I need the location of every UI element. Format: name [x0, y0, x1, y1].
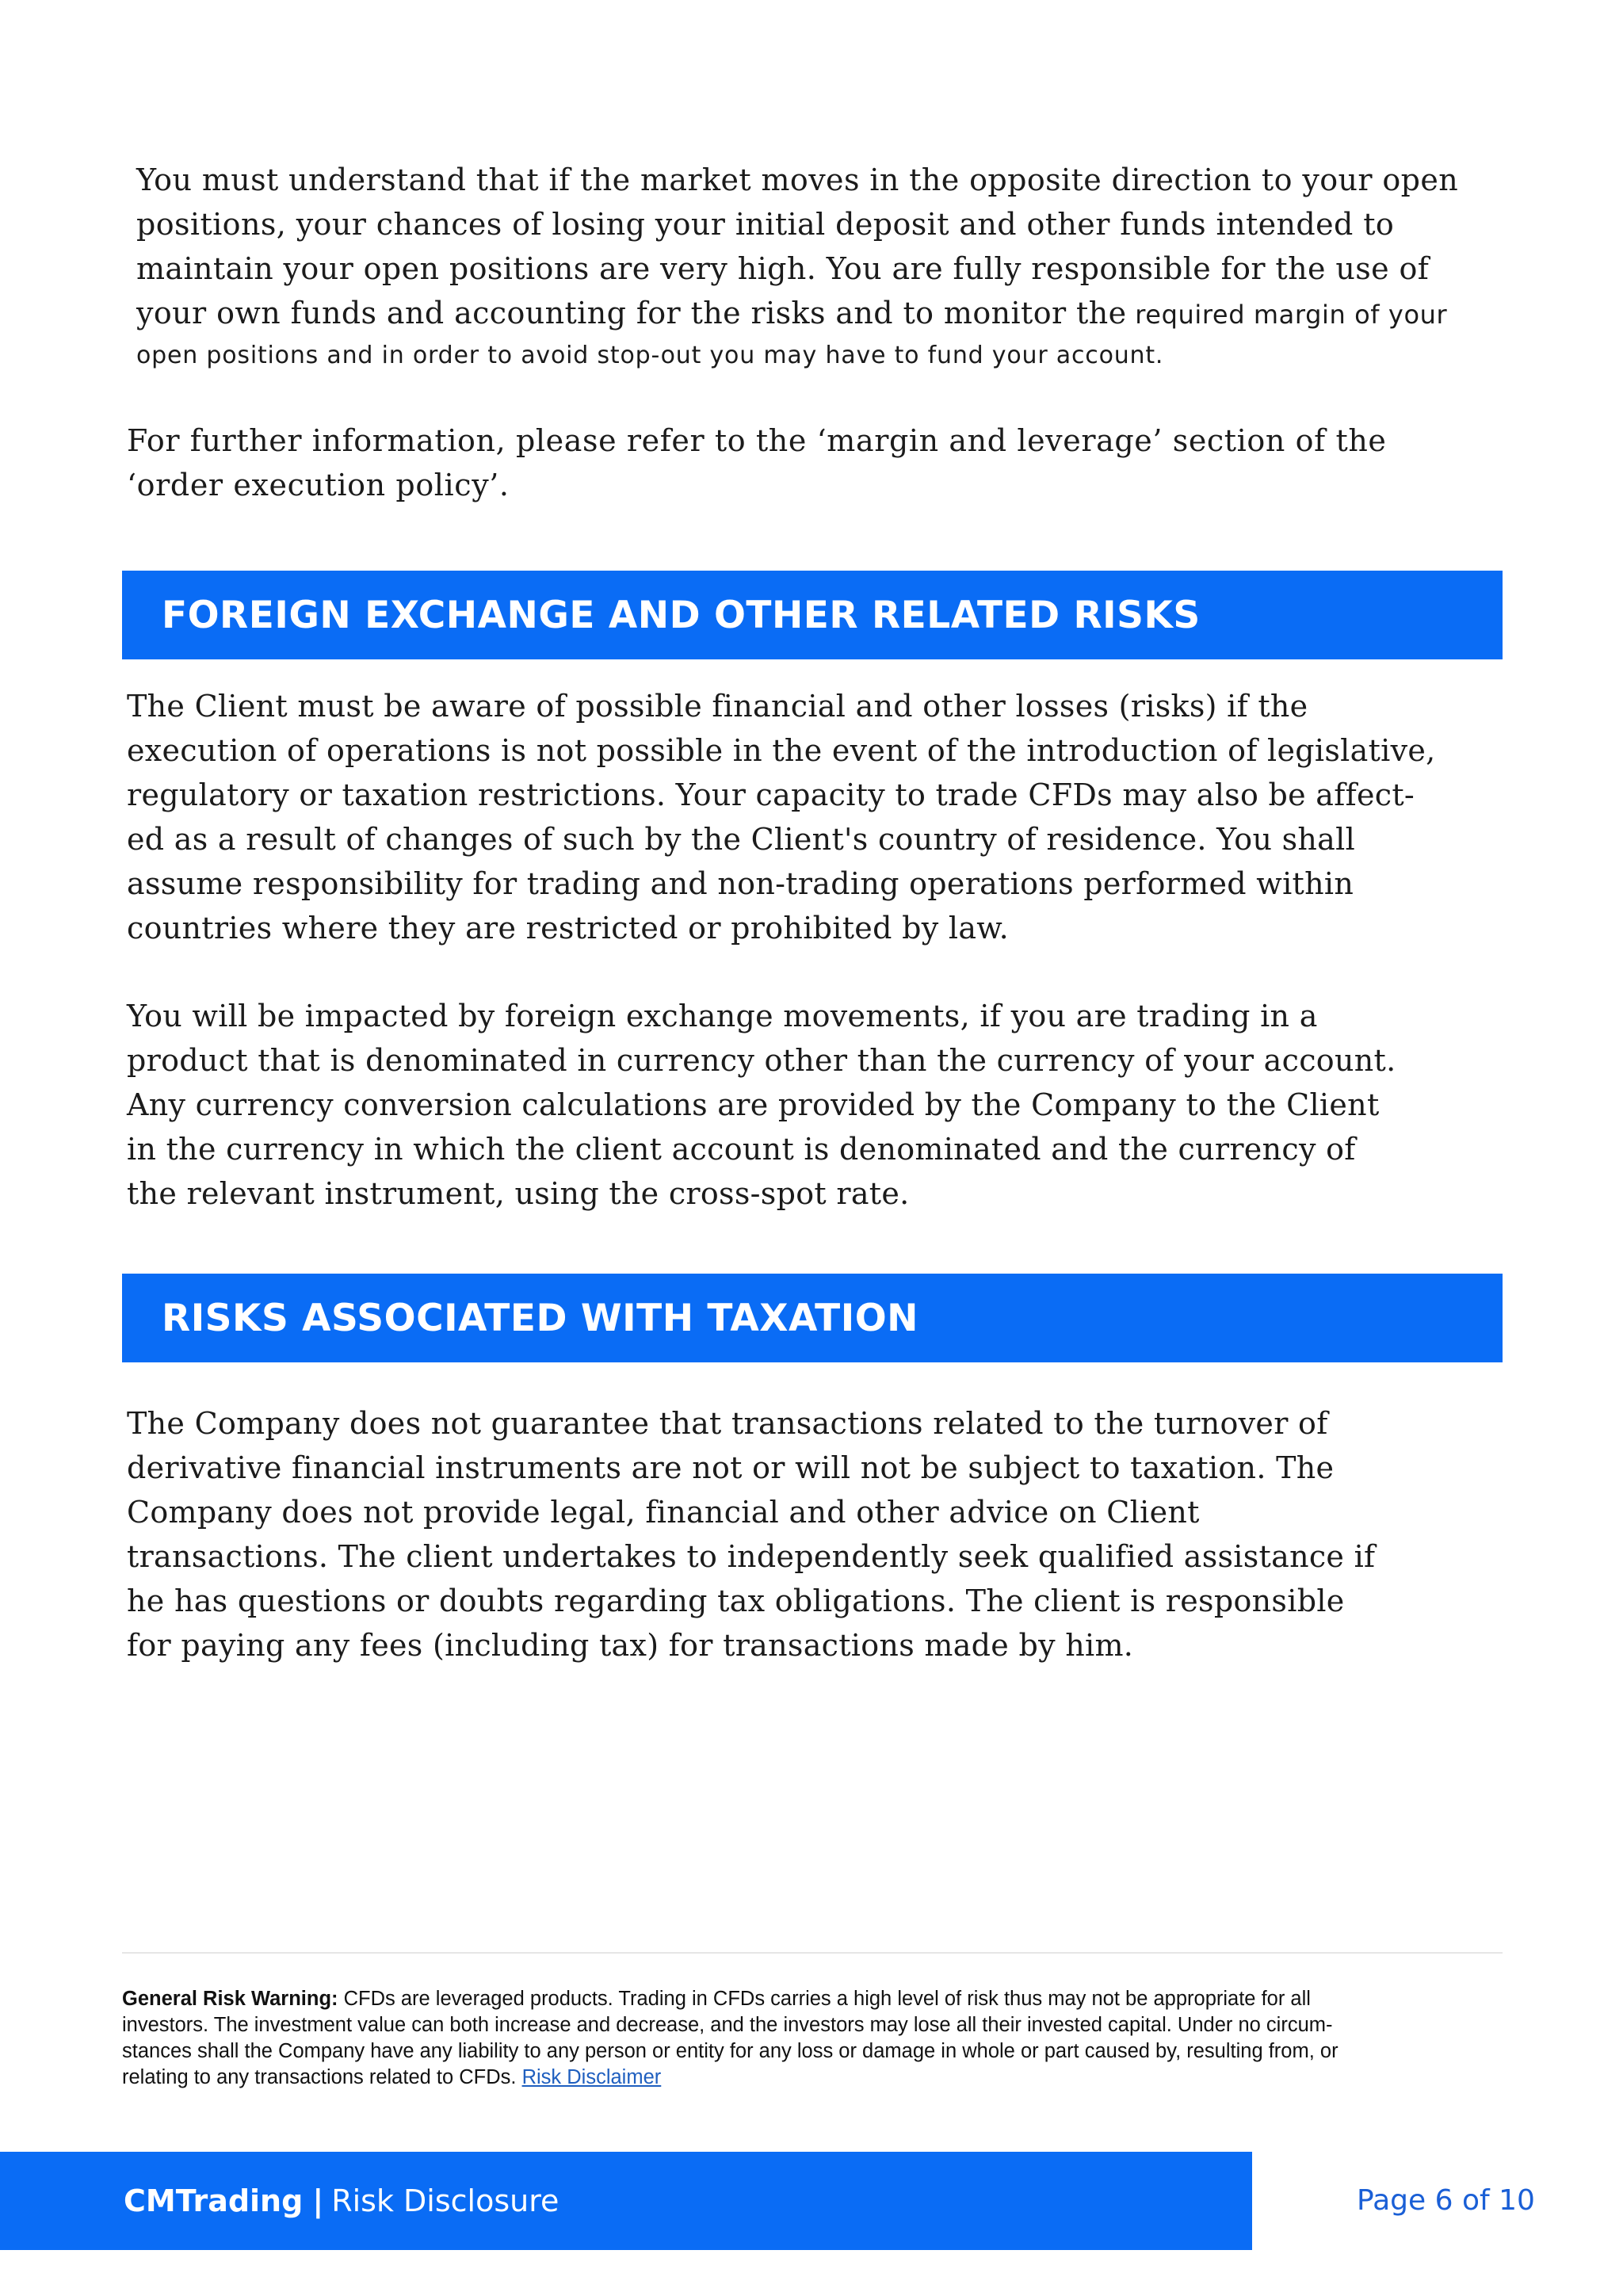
document-title: Risk Disclosure: [331, 2183, 559, 2218]
brand-name: CMTrading: [124, 2183, 304, 2218]
text-line: countries where they are restricted or prohibited by law.: [127, 911, 1009, 946]
text-segment: required margin of your: [1126, 300, 1448, 330]
text-line: maintain your open positions are very high. You are fully responsible for the use of: [136, 251, 1430, 286]
tax-paragraph: [127, 1401, 1553, 1668]
section-heading-fx: [122, 571, 1503, 659]
text-line: The Client must be aware of possible financial and other losses (risks) if the: [127, 689, 1308, 724]
fx-paragraph-2: [127, 994, 1553, 1216]
text-line: stances shall the Company have any liability to any person or entity for any loss or damage in whole or part caused by, resulting from, or: [122, 2040, 1338, 2062]
text-line: The Company does not guarantee that transactions related to the turnover of: [127, 1406, 1328, 1441]
fx-paragraph-1: [127, 684, 1553, 950]
text-line: assume responsibility for trading and non-trading operations performed within: [127, 866, 1354, 901]
text-line: regulatory or taxation restrictions. Your capacity to trade CFDs may also be affect-: [127, 777, 1415, 812]
text-line: ‘order execution policy’.: [127, 468, 510, 502]
text-line: product that is denominated in currency other than the currency of your account.: [127, 1043, 1396, 1078]
text-line: [122, 1986, 1503, 2012]
general-risk-warning: [122, 1986, 1503, 2091]
footer-bar: [0, 2152, 1252, 2250]
text-line: ed as a result of changes of such by the Client's country of residence. You shall: [127, 822, 1356, 857]
text-segment: CFDs are leveraged products. Trading in CFDs carries a high level of risk thus may not be appropriate for all: [338, 1988, 1311, 2010]
text-line: open positions and in order to avoid stop-out you may have to fund your account.: [136, 342, 1164, 369]
section-heading-text: FOREIGN EXCHANGE AND OTHER RELATED RISKS: [162, 593, 1201, 637]
text-segment: your own funds and accounting for the risks and to monitor the: [136, 296, 1127, 330]
footer-separator: |: [312, 2183, 324, 2218]
text-line: Any currency conversion calculations are provided by the Company to the Client: [127, 1087, 1380, 1122]
text-line: investors. The investment value can both increase and decrease, and the investors may lose all their invested capital. Under no circum-: [122, 2014, 1333, 2036]
text-line: execution of operations is not possible in the event of the introduction of legislative,: [127, 733, 1436, 768]
text-line: transactions. The client undertakes to independently seek qualified assistance if: [127, 1539, 1376, 1574]
further-info-paragraph: [127, 418, 1514, 507]
text-segment: relating to any transactions related to CFDs.: [122, 2066, 522, 2088]
section-heading-text: RISKS ASSOCIATED WITH TAXATION: [162, 1296, 918, 1340]
text-line: he has questions or doubts regarding tax obligations. The client is responsible: [127, 1584, 1345, 1618]
text-line: Company does not provide legal, financial and other advice on Client: [127, 1495, 1200, 1530]
footer-divider: [122, 1952, 1503, 1954]
risk-disclaimer-link[interactable]: Risk Disclaimer: [521, 2066, 662, 2088]
text-line: in the currency in which the client account is denominated and the currency of: [127, 1132, 1356, 1167]
text-line: You must understand that if the market moves in the opposite direction to your open: [136, 162, 1459, 197]
page-number: Page 6 of 10: [1357, 2184, 1535, 2217]
text-line: for paying any fees (including tax) for transactions made by him.: [127, 1628, 1134, 1663]
section-heading-tax: [122, 1274, 1503, 1362]
text-line: the relevant instrument, using the cross-spot rate.: [127, 1176, 910, 1211]
warning-lead: General Risk Warning:: [122, 1988, 338, 2010]
text-line: positions, your chances of losing your initial deposit and other funds intended to: [136, 207, 1395, 242]
text-line: You will be impacted by foreign exchange movements, if you are trading in a: [127, 999, 1318, 1033]
text-line: [136, 291, 1563, 337]
text-line: For further information, please refer to the ‘margin and leverage’ section of the: [127, 423, 1387, 458]
text-line: derivative financial instruments are not or will not be subject to taxation. The: [127, 1450, 1335, 1485]
margin-risk-paragraph: [136, 158, 1563, 375]
text-line: [122, 2065, 1503, 2091]
